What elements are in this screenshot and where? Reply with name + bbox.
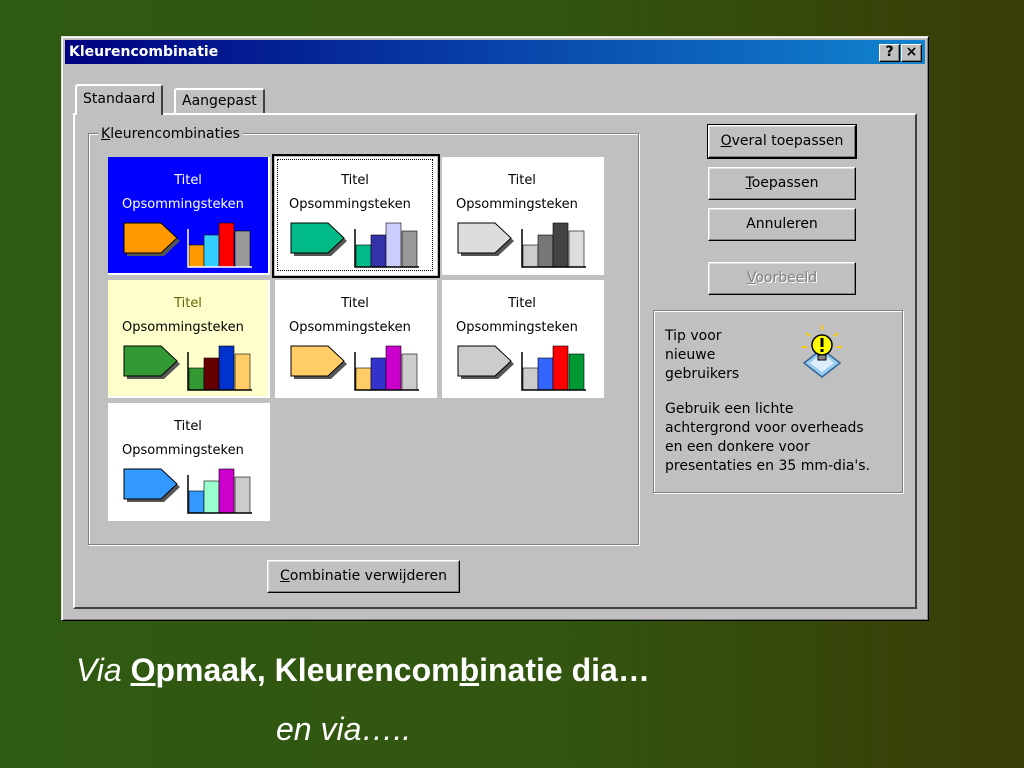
bar-3 — [386, 223, 401, 267]
bar-3 — [386, 346, 401, 390]
dialog-titlebar[interactable] — [65, 40, 925, 64]
color-scheme-option[interactable] — [108, 403, 270, 521]
scheme-bullet-text: Opsommingsteken — [122, 197, 244, 212]
bar-1 — [356, 368, 371, 390]
delete-scheme-button[interactable]: Combinatie verwijderen — [267, 560, 460, 593]
bar-2 — [204, 481, 219, 513]
scheme-title: Titel — [174, 296, 202, 311]
tip-heading-line1: Tip voor — [665, 328, 722, 344]
bar-2 — [538, 358, 553, 390]
bar-1 — [189, 491, 204, 513]
scheme-title: Titel — [341, 173, 369, 188]
bar-3 — [219, 346, 234, 390]
bar-3 — [219, 469, 234, 513]
tip-body-line4: presentaties en 35 mm-dia's. — [665, 458, 871, 474]
tip-body-line3: en een donkere voor — [665, 439, 810, 455]
bar-4 — [402, 354, 417, 390]
scheme-bullet-text: Opsommingsteken — [456, 197, 578, 212]
color-scheme-option[interactable] — [275, 280, 437, 398]
tip-body-line1: Gebruik een lichte — [665, 401, 794, 417]
bar-2 — [371, 358, 386, 390]
bar-1 — [189, 245, 204, 267]
scheme-preview-graphic — [122, 463, 257, 515]
scheme-bullet-text: Opsommingsteken — [289, 197, 411, 212]
bar-2 — [371, 235, 386, 267]
scheme-title: Titel — [508, 173, 536, 188]
scheme-preview-graphic — [289, 340, 424, 392]
bar-3 — [553, 346, 568, 390]
scheme-title: Titel — [508, 296, 536, 311]
tip-box — [653, 310, 903, 493]
scheme-title: Titel — [174, 173, 202, 188]
bar-1 — [523, 245, 538, 267]
scheme-preview-graphic — [456, 217, 591, 269]
tip-body-line2: achtergrond voor overheads — [665, 420, 864, 436]
color-scheme-option[interactable] — [108, 157, 270, 275]
bar-4 — [235, 231, 250, 267]
tab-standaard-label: Standaard — [83, 91, 156, 107]
scheme-preview-graphic — [289, 217, 424, 269]
tab-aangepast[interactable] — [174, 88, 265, 114]
color-scheme-option[interactable] — [442, 280, 604, 398]
bar-1 — [189, 368, 204, 390]
scheme-title: Titel — [341, 296, 369, 311]
color-scheme-option[interactable] — [442, 157, 604, 275]
scheme-preview-graphic — [122, 217, 257, 269]
bar-1 — [356, 245, 371, 267]
bar-4 — [235, 477, 250, 513]
caption-line1: Via Opmaak, Kleurencombinatie dia… — [76, 652, 650, 688]
bar-2 — [204, 235, 219, 267]
lightbulb-icon — [800, 325, 844, 379]
bar-1 — [523, 368, 538, 390]
dialog-title: Kleurencombinatie — [69, 44, 219, 60]
tip-heading-line2: nieuwe — [665, 347, 716, 363]
scheme-bullet-text: Opsommingsteken — [122, 443, 244, 458]
bar-2 — [538, 235, 553, 267]
scheme-preview-graphic — [122, 340, 257, 392]
color-scheme-option[interactable] — [275, 157, 437, 275]
scheme-bullet-text: Opsommingsteken — [122, 320, 244, 335]
scheme-bullet-text: Opsommingsteken — [456, 320, 578, 335]
preview-button[interactable]: Voorbeeld — [708, 262, 856, 295]
bar-4 — [402, 231, 417, 267]
bar-3 — [219, 223, 234, 267]
apply-to-all-button[interactable]: Overal toepassen — [708, 125, 856, 158]
scheme-preview-graphic — [456, 340, 591, 392]
caption-line2: en via….. — [276, 711, 412, 747]
tab-aangepast-label: Aangepast — [182, 93, 257, 109]
bar-2 — [204, 358, 219, 390]
bar-4 — [569, 231, 584, 267]
help-button[interactable]: ? — [879, 44, 900, 62]
bar-4 — [235, 354, 250, 390]
scheme-bullet-text: Opsommingsteken — [289, 320, 411, 335]
close-button[interactable]: × — [901, 44, 922, 62]
color-scheme-dialog — [61, 36, 929, 621]
bar-4 — [569, 354, 584, 390]
scheme-title: Titel — [174, 419, 202, 434]
color-schemes-group-label: Kleurencombinaties — [98, 126, 243, 142]
bar-3 — [553, 223, 568, 267]
tip-heading-line3: gebruikers — [665, 366, 740, 382]
cancel-button[interactable]: Annuleren — [708, 208, 856, 241]
apply-button[interactable]: Toepassen — [708, 167, 856, 200]
color-scheme-option[interactable] — [108, 280, 270, 398]
tab-standaard[interactable] — [75, 84, 163, 115]
